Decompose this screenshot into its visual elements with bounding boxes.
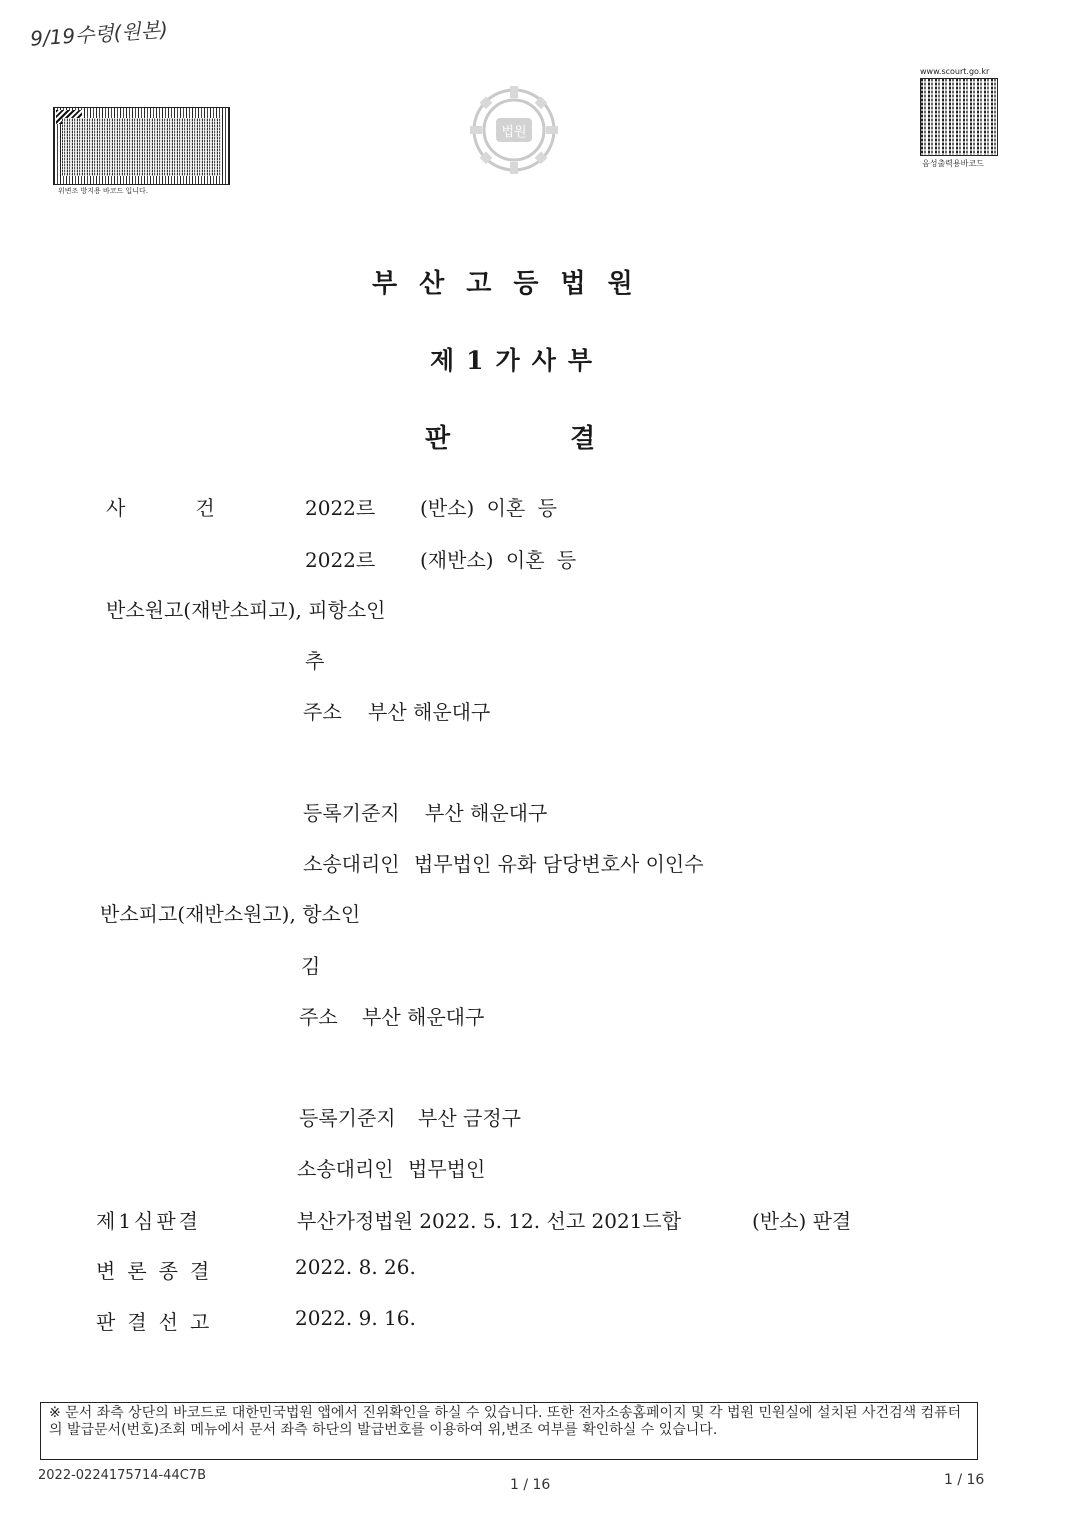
party2-counsel-label: 소송대리인 <box>297 1157 394 1181</box>
court-name: 부산고등법원 <box>372 269 655 299</box>
party1-registry: 부산 해운대구 <box>425 801 548 825</box>
document-type: 판결 <box>425 424 716 454</box>
case-desc-2: (재반소) 이혼 등 <box>420 548 577 572</box>
party1-counsel: 법무법인 유화 담당변호사 이인수 <box>414 852 704 876</box>
sentence-date: 2022. 9. 16. <box>295 1306 416 1330</box>
party2-registry: 부산 금정구 <box>418 1106 521 1130</box>
party1-registry-label: 등록기준지 <box>303 801 400 825</box>
sentence-label: 판결선고 <box>96 1310 222 1334</box>
case-label: 사건 <box>106 496 285 520</box>
case-number-2: 2022르 <box>305 548 376 572</box>
first-instance-suffix: (반소) 판결 <box>752 1209 852 1233</box>
first-instance-value: 부산가정법원 2022. 5. 12. 선고 2021드합 <box>297 1209 682 1233</box>
party2-address: 부산 해운대구 <box>362 1005 485 1029</box>
closing-label: 변론종결 <box>96 1259 222 1283</box>
party2-role: 반소피고(재반소원고), 항소인 <box>100 902 361 926</box>
anti-forgery-barcode <box>53 107 230 185</box>
party1-address-label: 주소 <box>303 700 342 724</box>
case-desc-1: (반소) 이혼 등 <box>420 496 557 520</box>
qr-caption: 음성출력용바코드 <box>922 159 984 168</box>
party2-address-label: 주소 <box>299 1005 338 1029</box>
handwritten-note: 9/19수령(원본) <box>29 17 169 51</box>
party2-counsel: 법무법인 <box>408 1157 486 1181</box>
barcode-pattern <box>62 118 221 176</box>
page-number-center: 1 / 16 <box>510 1477 551 1493</box>
barcode-caption: 위변조 방지용 바코드 입니다. <box>58 187 149 195</box>
party1-name: 추 <box>305 649 325 673</box>
party1-address: 부산 해운대구 <box>368 700 491 724</box>
party1-counsel-label: 소송대리인 <box>303 852 400 876</box>
first-instance-label: 제1심판결 <box>96 1209 202 1233</box>
closing-date: 2022. 8. 26. <box>295 1255 416 1279</box>
page-number-right: 1 / 16 <box>944 1472 985 1488</box>
party1-role: 반소원고(재반소피고), 피항소인 <box>106 598 386 622</box>
party2-name: 김 <box>301 954 321 978</box>
verification-notice: ※ 문서 좌측 상단의 바코드로 대한민국법원 앱에서 진위확인을 하실 수 있습니다. 또한 전자소송홈페이지 및 각 법원 민원실에 설치된 사건검색 컴퓨터의 발급문서(번호)조회 메뉴에서 문서 좌측 하단의 발급번호를 이용하여 위,변조 여부를 확인하실 수 있습니다. <box>40 1402 978 1460</box>
qr-url: www.scourt.go.kr <box>920 67 990 76</box>
voice-output-qr-code <box>920 78 998 156</box>
issue-number: 2022-0224175714-44C7B <box>38 1468 206 1483</box>
division-name: 제1가사부 <box>430 346 604 375</box>
emblem-label: 법원 <box>501 125 527 140</box>
court-emblem-icon <box>466 82 562 178</box>
case-number-1: 2022르 <box>305 496 376 520</box>
party2-registry-label: 등록기준지 <box>299 1106 396 1130</box>
